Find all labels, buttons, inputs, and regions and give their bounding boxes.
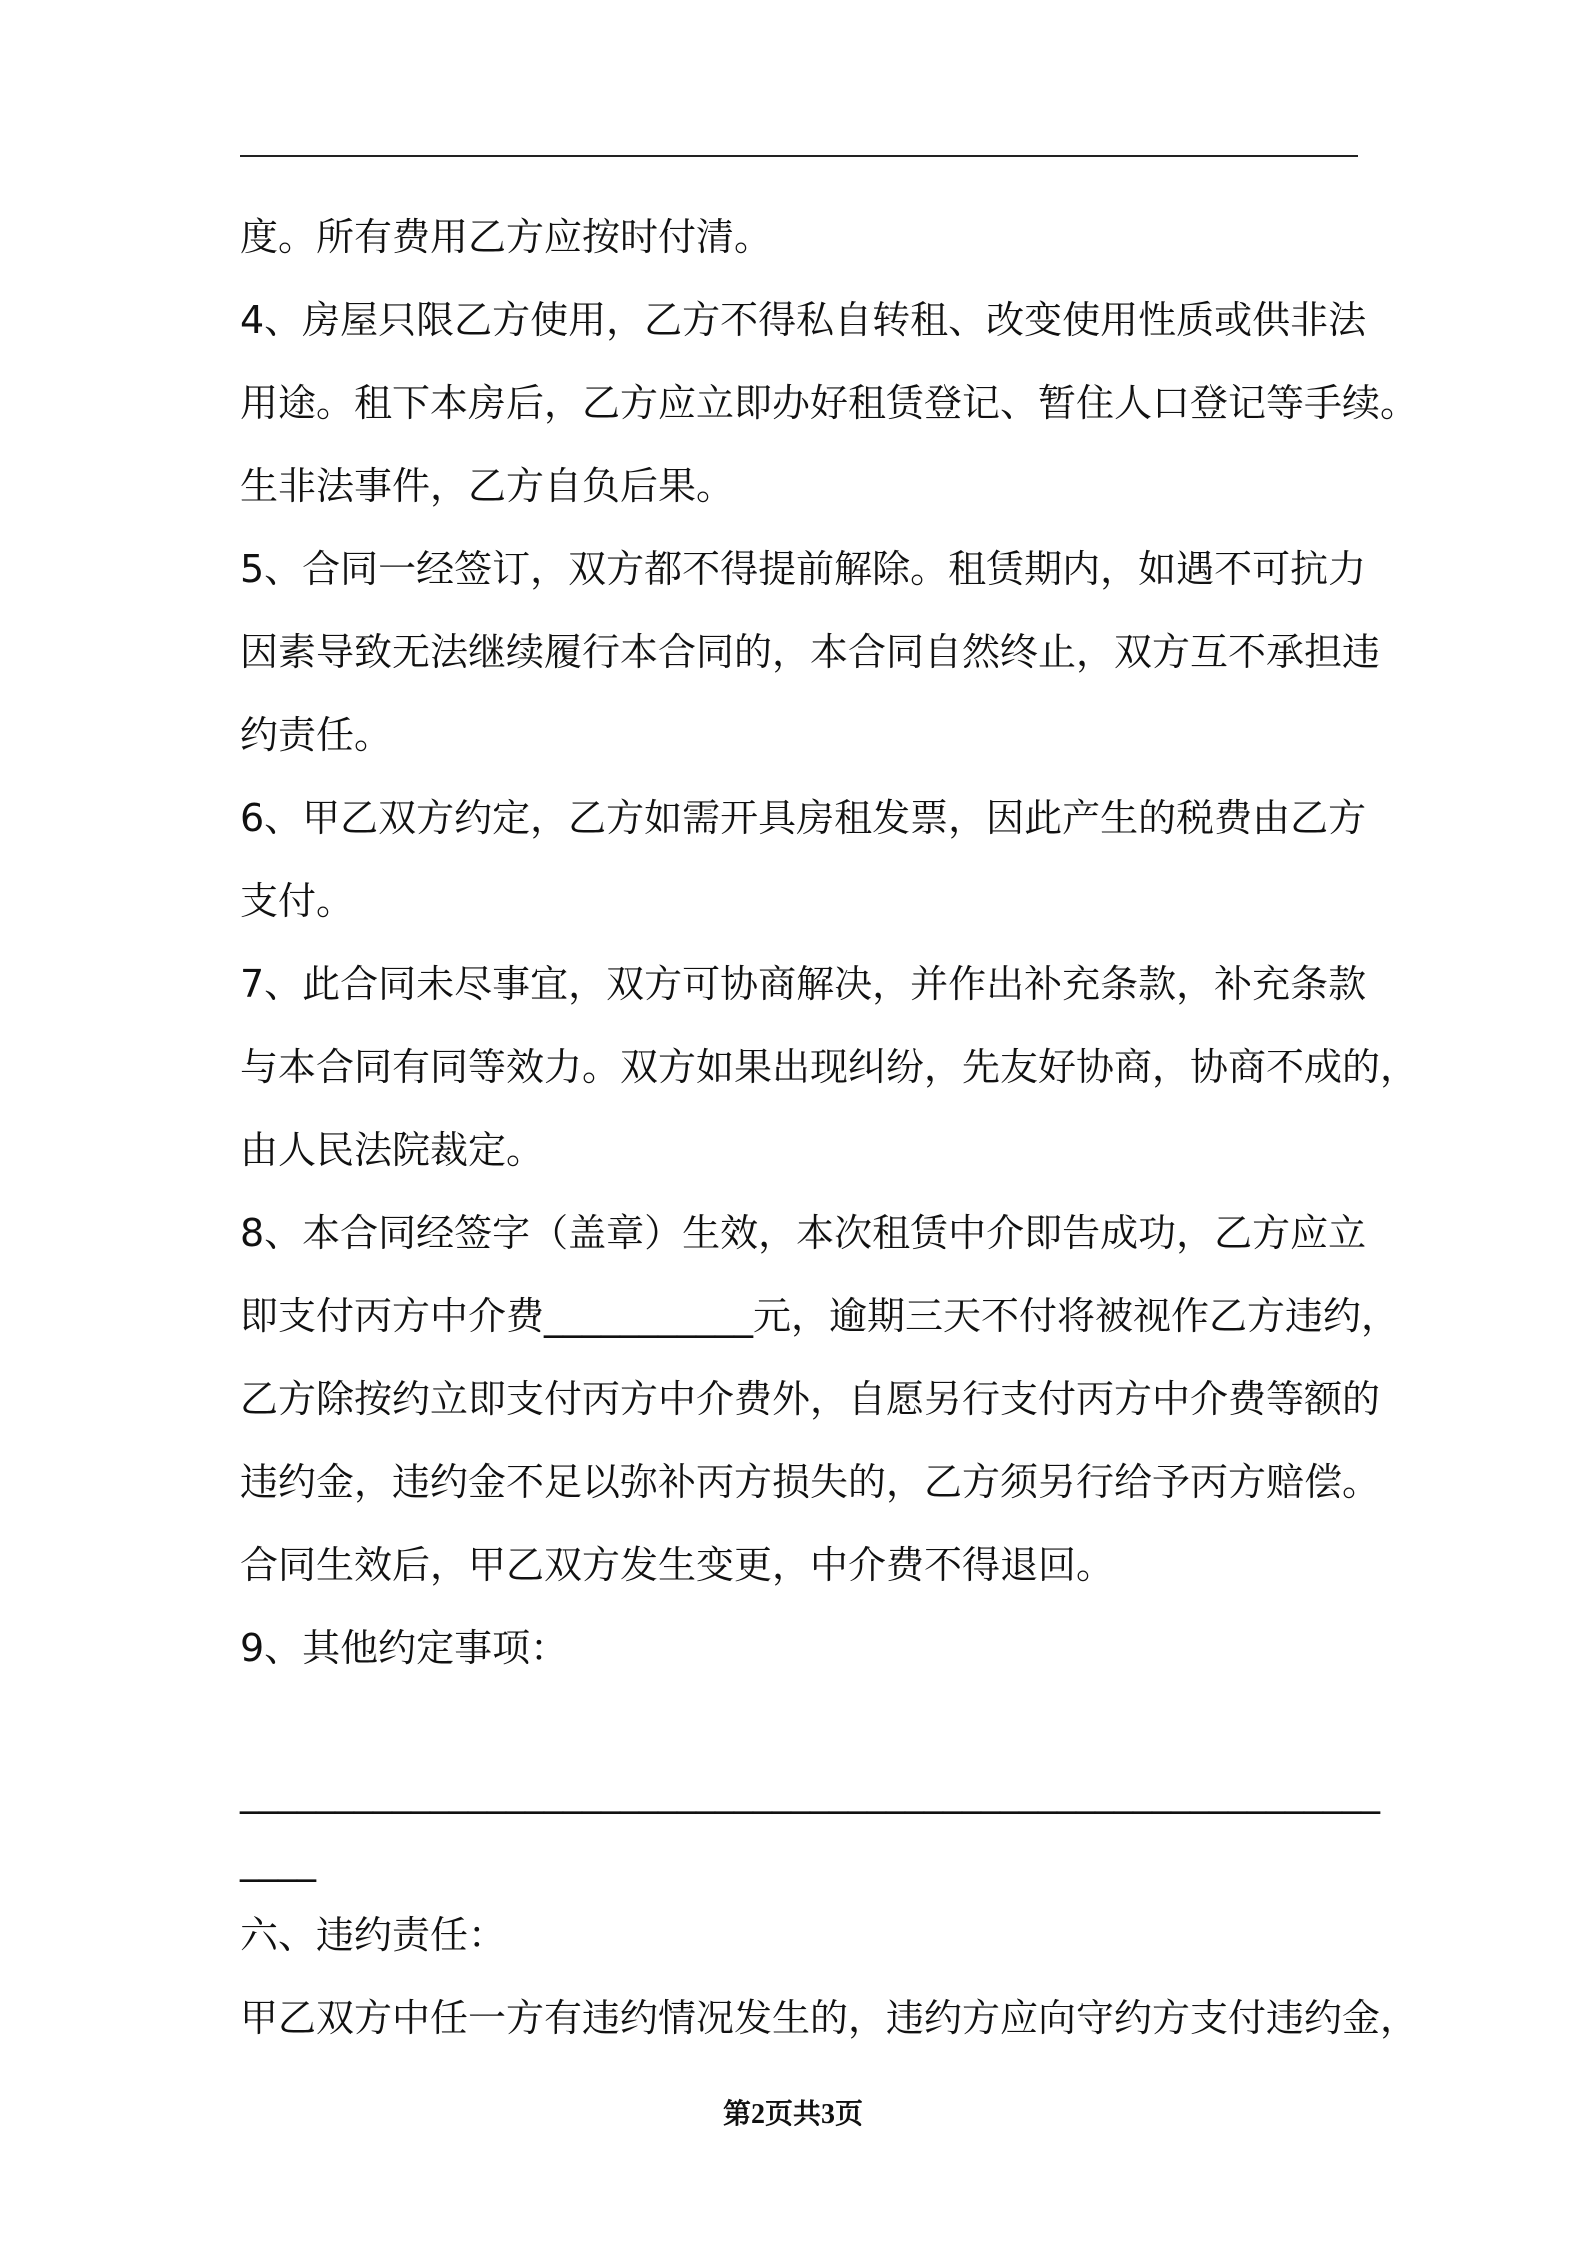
text-line: 乙方除按约立即支付丙方中介费外，自愿另行支付丙方中介费等额的	[240, 1377, 1381, 1421]
text-line: 6、甲乙双方约定，乙方如需开具房租发票，因此产生的税费由乙方	[240, 796, 1367, 840]
text-line: 甲乙双方中任一方有违约情况发生的，违约方应向守约方支付违约金，	[240, 1996, 1419, 2040]
header-rule	[240, 155, 1358, 157]
text-line: 生非法事件，乙方自负后果。	[240, 464, 735, 508]
text-line: 度。所有费用乙方应按时付清。	[240, 215, 773, 259]
text-line: 用途。租下本房后，乙方应立即办好租赁登记、暂住人口登记等手续。	[240, 381, 1419, 425]
text-line: 合同生效后，甲乙双方发生变更，中介费不得退回。	[240, 1543, 1115, 1587]
page-number: 第2页共3页	[722, 2099, 863, 2130]
blank-line	[240, 1690, 1380, 1758]
text-line: 由人民法院裁定。	[240, 1128, 545, 1172]
text-line: 5、合同一经签订，双方都不得提前解除。租赁期内，如遇不可抗力	[240, 547, 1367, 591]
contract-body	[240, 196, 1419, 2060]
section-heading: 六、违约责任：	[240, 1913, 507, 1957]
text-line: 4、房屋只限乙方使用，乙方不得私自转租、改变使用性质或供非法	[240, 298, 1367, 342]
fill-in-line: ____	[240, 1838, 316, 1882]
text-line: 9、其他约定事项：	[240, 1626, 569, 1670]
text-line: 支付。	[240, 879, 355, 923]
fill-in-line: ____________________________________________________________	[240, 1770, 1380, 1814]
text-line: 7、此合同未尽事宜，双方可协商解决，并作出补充条款，补充条款	[240, 962, 1367, 1006]
text-line: 即支付丙方中介费___________元，逾期三天不付将被视作乙方违约，	[240, 1294, 1400, 1338]
text-line: 约责任。	[240, 713, 393, 757]
text-line: 因素导致无法继续履行本合同的，本合同自然终止，双方互不承担违	[240, 630, 1381, 674]
text-line: 与本合同有同等效力。双方如果出现纠纷，先友好协商，协商不成的，	[240, 1045, 1419, 1089]
text-line: 违约金，违约金不足以弥补丙方损失的，乙方须另行给予丙方赔偿。	[240, 1460, 1381, 1504]
text-line: 8、本合同经签字（盖章）生效，本次租赁中介即告成功，乙方应立	[240, 1211, 1367, 1255]
